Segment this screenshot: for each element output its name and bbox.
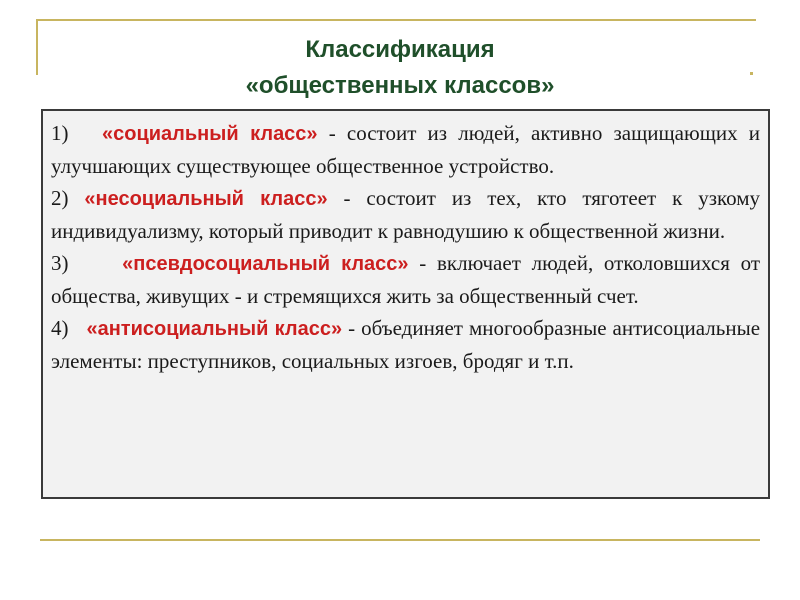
frame-left-rule bbox=[36, 19, 38, 75]
item-description: - объединяет многообразные антисоциальные элементы: преступников, социальных изгоев, бродяг и т.п. bbox=[51, 316, 761, 373]
item-term: «несоциальный класс» bbox=[84, 188, 328, 210]
list-item bbox=[51, 117, 760, 182]
item-number: 2) bbox=[51, 186, 69, 210]
item-description: - состоит из тех, кто тяготеет к узкому индивидуализму, который приводит к равнодушию к общественной жизни. bbox=[51, 186, 761, 243]
list-item bbox=[51, 312, 760, 377]
list-item bbox=[51, 247, 760, 312]
slide-title-line-1: Классификация bbox=[305, 36, 495, 63]
item-number: 3) bbox=[51, 251, 69, 275]
list-item bbox=[51, 182, 760, 247]
item-description: - включает людей, отколовшихся от общества, живущих - и стремящихся жить за общественный счет. bbox=[51, 251, 760, 308]
item-number: 4) bbox=[51, 316, 69, 340]
item-term: «антисоциальный класс» bbox=[86, 318, 343, 340]
frame-corner-mark bbox=[750, 72, 753, 75]
item-number: 1) bbox=[51, 121, 69, 145]
slide-title bbox=[100, 32, 700, 104]
slide-title-line-2: «общественных классов» bbox=[245, 72, 555, 99]
item-term: «псевдосоциальный класс» bbox=[122, 253, 409, 275]
frame-top-rule bbox=[36, 19, 756, 21]
frame-bottom-rule bbox=[40, 539, 760, 541]
classification-box bbox=[41, 109, 770, 499]
item-term: «социальный класс» bbox=[102, 123, 318, 145]
item-description: - состоит из людей, активно защищающих и улучшающих существующее общественное устройство. bbox=[51, 121, 761, 178]
